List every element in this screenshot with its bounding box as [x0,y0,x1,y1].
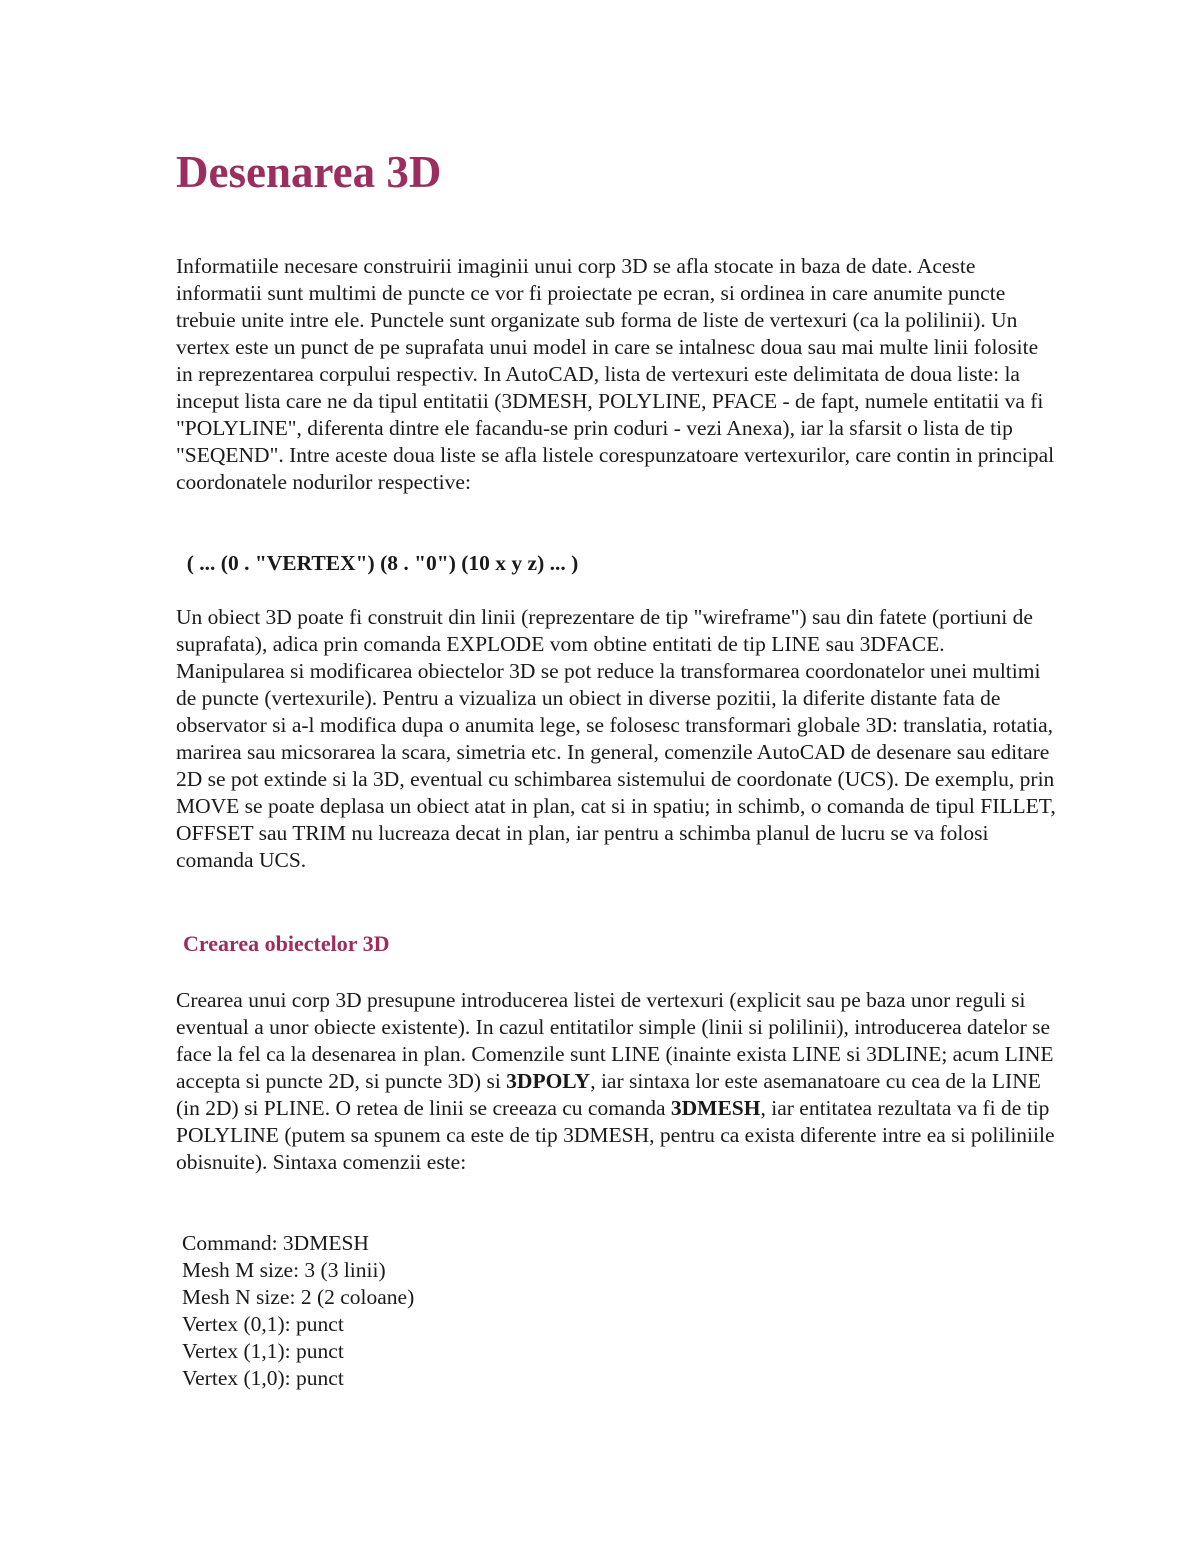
keyword-3dpoly: 3DPOLY [506,1069,591,1093]
creation-text-part1: Crearea unui corp 3D presupune introducerea listei de vertexuri (explicit sau pe baza unor reguli si eventual a unor obiecte existente). In cazul entitatilor simple (linii si polilinii), introducerea datelor se face la fel ca la desenarea in plan. Comenzile sunt LINE (inainte exista LINE si 3DLINE; acum LINE accepta si puncte 2D, si puncte 3D) si [176,988,1054,1093]
section-subtitle: Crearea obiectelor 3D [183,931,390,956]
creation-paragraph [176,987,1056,1176]
vertex-list-formula: ( ... (0 . "VERTEX") (8 . "0") (10 x y z) ... ) [176,551,579,575]
intro-paragraph: Informatiile necesare construirii imaginii unui corp 3D se afla stocate in baza de date. Aceste informatii sunt multimi de puncte ce vor fi proiectate pe ecran, si ordinea in care anumite puncte trebuie unite intre ele. Punctele sunt organizate sub forma de liste de vertexuri (ca la polilinii). Un vertex este un punct de pe suprafata unui model in care se intalnesc doua sau mai multe linii folosite in reprezentarea corpului respectiv. In AutoCAD, lista de vertexuri este delimitata de doua liste: la inceput lista care ne da tipul entitatii (3DMESH, POLYLINE, PFACE - de fapt, numele entitatii va fi "POLYLINE", diferenta dintre ele facandu-se prin coduri - vezi Anexa), iar la sfarsit o lista de tip "SEQEND". Intre aceste doua liste se afla listele corespunzatoare vertexurilor, care contin in principal coordonatele nodurilor respective: [176,254,1055,494]
command-line: Vertex (0,1): punct [182,1312,344,1336]
command-line: Mesh M size: 3 (3 linii) [182,1258,386,1282]
wireframe-paragraph: Un obiect 3D poate fi construit din linii (reprezentare de tip "wireframe") sau din fatete (portiuni de suprafata), adica prin comanda EXPLODE vom obtine entitati de tip LINE sau 3DFACE. Manipularea si modificarea obiectelor 3D se pot reduce la transformarea coordonatelor unei multimi de puncte (vertexurile). Pentru a vizualiza un obiect in diverse pozitii, la diferite distante fata de observator si a-l modifica dupa o anumita lege, se folosesc transformari globale 3D: translatia, rotatia, marirea sau micsorarea la scara, simetria etc. In general, comenzile AutoCAD de desenare sau editare 2D se pot extinde si la 3D, eventual cu schimbarea sistemului de coordonate (UCS). De exemplu, prin MOVE se poate deplasa un obiect atat in plan, cat si in spatiu; in schimb, o comanda de tipul FILLET, OFFSET sau TRIM nu lucreaza decat in plan, iar pentru a schimba planul de lucru se va folosi comanda UCS. [176,605,1056,872]
command-sequence [182,1230,414,1392]
creation-text-part3: , iar entitatea rezultata va fi de tip POLYLINE (putem sa spunem ca este de tip 3DMESH, pentru ca exista diferente intre ea si poliliniile obisnuite). Sintaxa comenzii este: [176,1096,1055,1174]
page-title: Desenarea 3D [176,147,442,197]
command-line: Vertex (1,1): punct [182,1339,344,1363]
command-line: Mesh N size: 2 (2 coloane) [182,1285,415,1309]
command-line: Command: 3DMESH [182,1231,369,1255]
keyword-3dmesh: 3DMESH [670,1096,761,1120]
command-line: Vertex (1,0): punct [182,1366,344,1390]
creation-text-part2: , iar sintaxa lor este asemanatoare cu cea de la LINE (in 2D) si PLINE. O retea de linii se creeaza cu comanda [176,1069,1041,1120]
